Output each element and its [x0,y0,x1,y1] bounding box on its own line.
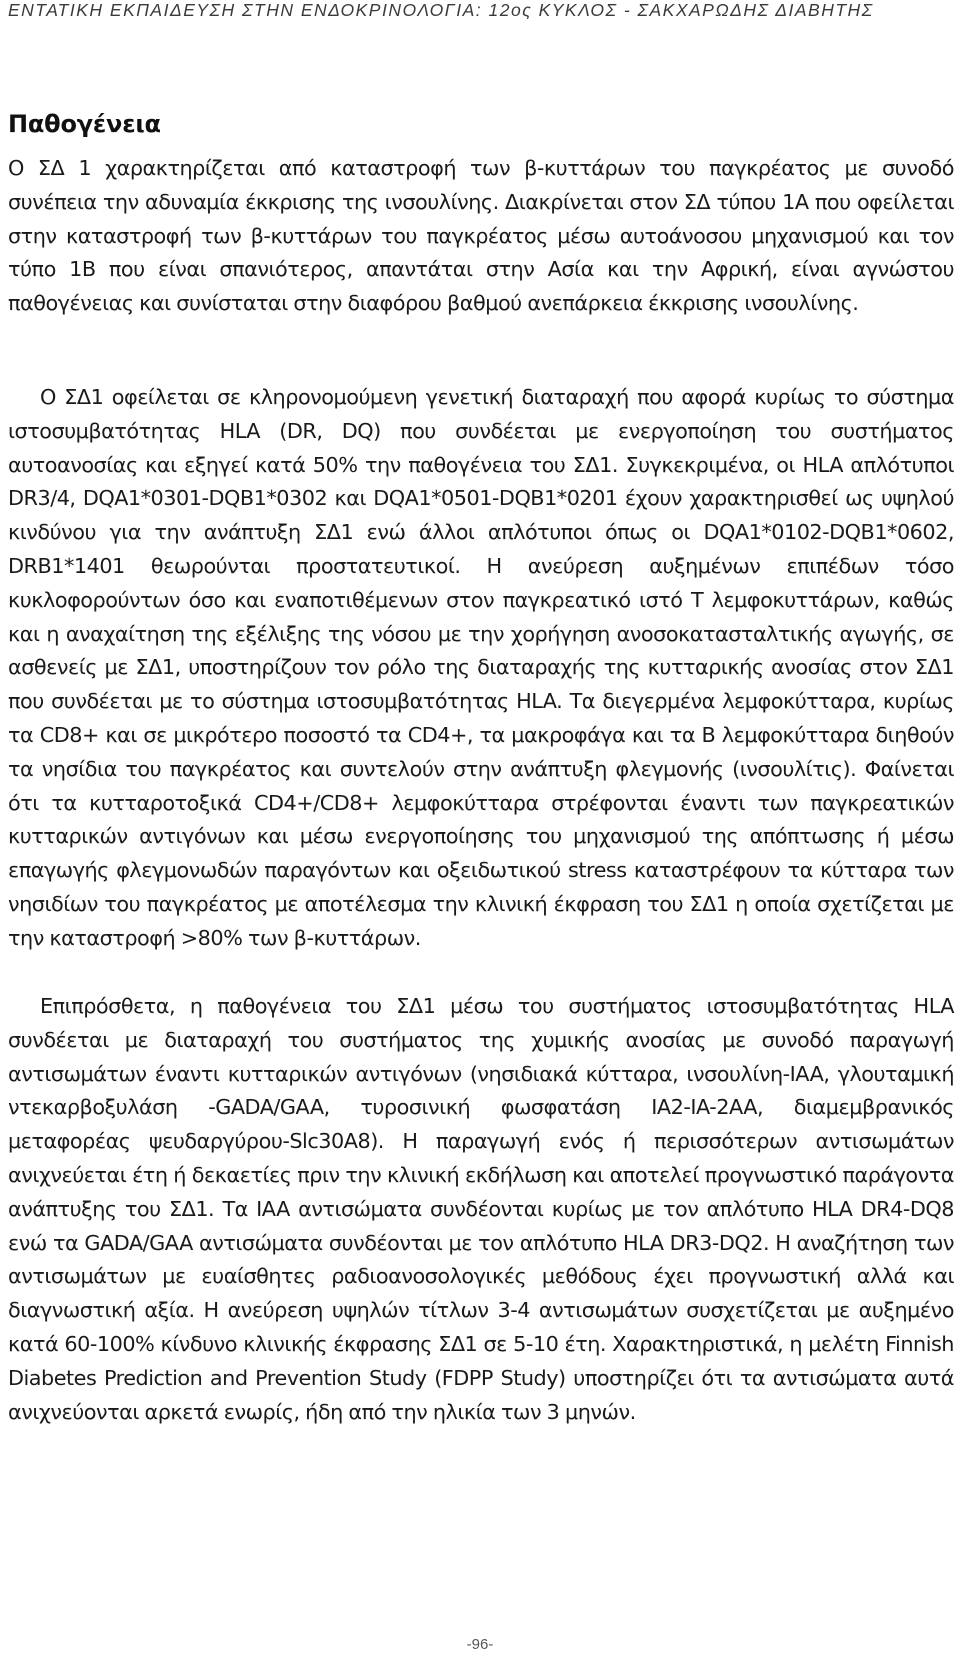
running-header: ΕΝΤΑΤΙΚΗ ΕΚΠΑΙΔΕΥΣΗ ΣΤΗΝ ΕΝΔΟΚΡΙΝΟΛΟΓΙΑ: 12ος ΚΥΚΛΟΣ - ΣΑΚΧΑΡΩΔΗΣ ΔΙΑΒΗΤΗΣ [8,0,874,20]
paragraph-text: Ο ΣΔ 1 χαρακτηρίζεται από καταστροφή των β-κυττάρων του παγκρέατος με συνοδό συνέπεια την αδυναμία έκκρισης της ινσουλίνης. Διακρίνεται στον ΣΔ τύπου 1Α που οφείλεται στην καταστροφή των β-κυττάρων του παγκρέατος μέσω αυτοάνοσου μηχανισμού και τον τύπο 1Β που είναι σπανιότερος, απαντάται στην Ασία και την Αφρική, είναι αγνώστου παθογένειας και συνίσταται στην διαφόρου βαθμού ανεπάρκεια έκκρισης ινσουλίνης. [8,156,954,316]
section-title: Παθογένεια [8,110,161,138]
page-number: -96- [466,1636,494,1653]
paragraph-text: Επιπρόσθετα, η παθογένεια του ΣΔ1 μέσω του συστήματος ιστοσυμβατότητας HLA συνδέεται με διαταραχή του συστήματος της χυμικής ανοσίας με συνοδό παραγωγή αντισωμάτων έναντι κυτταρικών αντιγόνων (νησιδιακά κύτταρα, ινσουλίνη-IAA, γλουταμική ντεκαρβοξυλάση -GADA/GAA, τυροσινική φωσφατάση IA2-IA-2AA, διαμεμβρανικός μεταφορέας ψευδαργύρου-Slc30A8). Η παραγωγή ενός ή περισσότερων αντισωμάτων ανιχνεύεται έτη ή δεκαετίες πριν την κλινική εκδήλωση και αποτελεί προγνωστικό παράγοντα ανάπτυξης του ΣΔ1. Τα IAA αντισώματα συνδέονται κυρίως με τον απλότυπο HLA DR4-DQ8 ενώ τα GADA/GAA αντισώματα συνδέονται με τον απλότυπο HLA DR3-DQ2. Η αναζήτηση των αντισωμάτων με ευαίσθητες ραδιοανοσολογικές μεθόδους έχει προγνωστική αλλά και διαγνωστική αξία. Η ανεύρεση υψηλών τίτλων 3-4 αντισωμάτων συσχετίζεται με αυξημένο κατά 60-100% κίνδυνο κλινικής έκφρασης ΣΔ1 σε 5-10 έτη. Χαρακτηριστικά, η μελέτη Finnish Diabetes Prediction and Prevention Study (FDPP Study) υποστηρίζει ότι τα αντισώματα αυτά ανιχνεύονται αρκετά ενωρίς, ήδη από την ηλικία των 3 μηνών. [8,994,954,1424]
paragraph-antibodies [8,990,954,1429]
paragraph-genetics [8,381,954,956]
paragraph-text: Ο ΣΔ1 οφείλεται σε κληρονομούμενη γενετική διαταραχή που αφορά κυρίως το σύστημα ιστοσυμβατότητας HLA (DR, DQ) που συνδέεται με ενεργοποίηση του συστήματος αυτοανοσίας και εξηγεί κατά 50% την παθογένεια του ΣΔ1. Συγκεκριμένα, οι HLA απλότυποι DR3/4, DQA1*0301-DQB1*0302 και DQA1*0501-DQB1*0201 έχουν χαρακτηρισθεί ως υψηλού κινδύνου για την ανάπτυξη ΣΔ1 ενώ άλλοι απλότυποι όπως οι DQA1*0102-DQB1*0602, DRB1*1401 θεωρούνται προστατευτικοί. Η ανεύρεση αυξημένων επιπέδων τόσο κυκλοφορούντων όσο και εναποτιθέμενων στον παγκρεατικό ιστό Τ λεμφοκυττάρων, καθώς και η αναχαίτηση της εξέλιξης της νόσου με την χορήγηση ανοσοκατασταλτικής αγωγής, σε ασθενείς με ΣΔ1, υποστηρίζουν τον ρόλο της διαταραχής της κυτταρικής ανοσίας στον ΣΔ1 που συνδέεται με το σύστημα ιστοσυμβατότητας HLA. Τα διεγερμένα λεμφοκύτταρα, κυρίως τα CD8+ και σε μικρότερο ποσοστό τα CD4+, τα μακροφάγα και τα Β λεμφοκύτταρα διηθούν τα νησίδια του παγκρέατος και συντελούν στην ανάπτυξη φλεγμονής (ινσουλίτις). Φαίνεται ότι τα κυτταροτοξικά CD4+/CD8+ λεμφοκύτταρα στρέφονται έναντι των παγκρεατικών κυτταρικών αντιγόνων και μέσω ενεργοποίησης του μηχανισμού της απόπτωσης ή μέσω επαγωγής φλεγμονωδών παραγόντων και οξειδωτικού stress καταστρέφουν τα κύτταρα των νησιδίων του παγκρέατος με αποτέλεσμα την κλινική έκφραση του ΣΔ1 η οποία σχετίζεται με την καταστροφή >80% των β-κυττάρων. [8,385,954,950]
paragraph-intro [8,152,954,321]
